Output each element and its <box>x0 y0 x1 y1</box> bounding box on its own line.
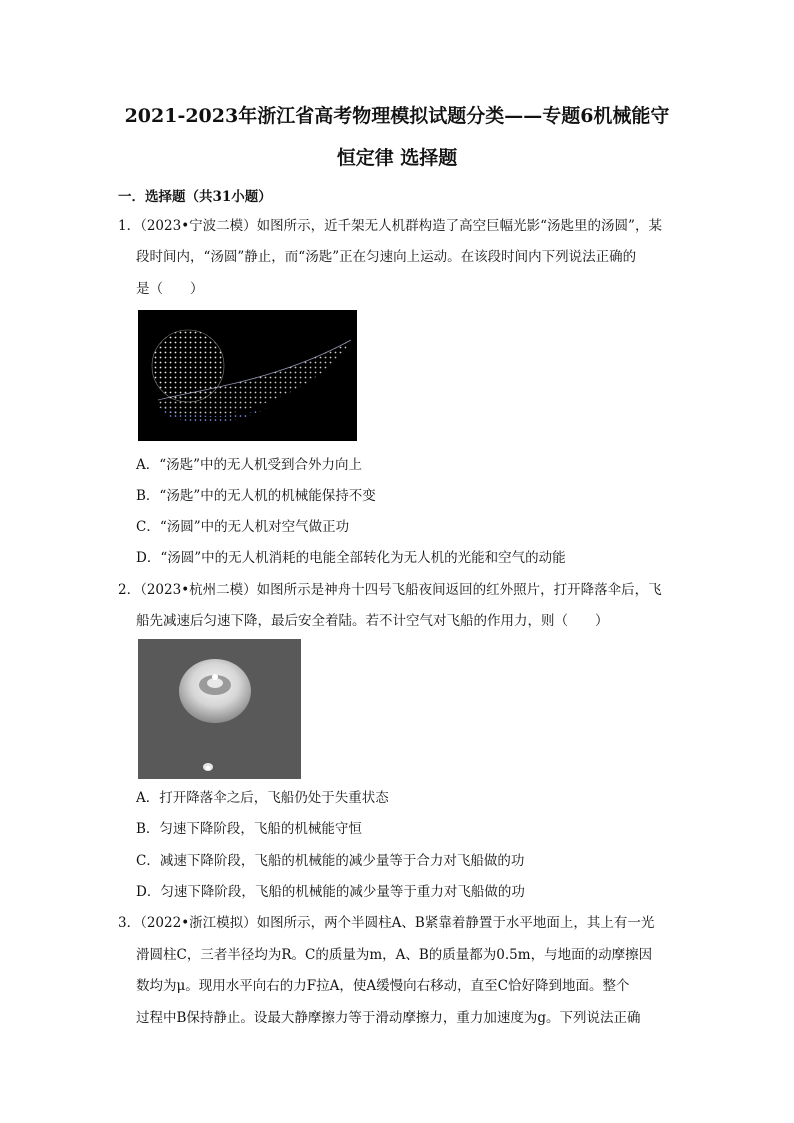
spacecraft-infrared-image <box>138 639 301 779</box>
q1-line-2: 段时间内，“汤圆”静止，而“汤匙”正在匀速向上运动。在该段时间内下列说法正确的 <box>136 249 637 265</box>
page-title-line-2: 恒定律 选择题 <box>336 147 458 169</box>
q1-option-a: A．“汤匙”中的无人机受到合外力向上 <box>136 457 363 473</box>
q2-option-d: D．匀速下降阶段，飞船的机械能的减少量等于重力对飞船做的功 <box>136 884 525 900</box>
q3-line-3: 数均为μ。现用水平向右的力F拉A，使A缓慢向右移动，直至C恰好降到地面。整个 <box>136 978 630 994</box>
q3-line-1: 3．（2022•浙江模拟）如图所示，两个半圆柱A、B紧靠着静置于水平地面上，其上有一光 <box>118 915 655 931</box>
q1-line-1: 1．（2023•宁波二模）如图所示，近千架无人机群构造了高空巨幅光影“汤匙里的汤圆”，某 <box>118 218 662 234</box>
q1-option-c: C．“汤圆”中的无人机对空气做正功 <box>136 519 350 535</box>
q3-line-4: 过程中B保持静止。设最大静摩擦力等于滑动摩擦力，重力加速度为g。下列说法正确 <box>136 1010 641 1026</box>
q3-line-2: 滑圆柱C，三者半径均为R。C的质量为m，A、B的质量都为0.5m，与地面的动摩擦因 <box>136 947 653 963</box>
q2-option-a: A．打开降落伞之后，飞船仍处于失重状态 <box>136 790 389 806</box>
q1-option-d: D．“汤圆”中的无人机消耗的电能全部转化为无人机的光能和空气的动能 <box>136 550 566 566</box>
q1-option-b: B．“汤匙”中的无人机的机械能保持不变 <box>136 488 376 504</box>
spacecraft-image-graphic <box>138 639 301 779</box>
q2-option-c: C．减速下降阶段，飞船的机械能的减少量等于合力对飞船做的功 <box>136 853 525 869</box>
section-heading: 一．选择题（共31小题） <box>118 189 272 205</box>
q1-line-3: 是（ ） <box>136 281 204 297</box>
drone-light-show-image <box>138 310 357 441</box>
q2-option-b: B．匀速下降阶段，飞船的机械能守恒 <box>136 821 362 837</box>
q2-line-2: 船先减速后匀速下降，最后安全着陆。若不计空气对飞船的作用力，则（ ） <box>136 613 609 629</box>
page-title-line-1: 2021-2023年浙江省高考物理模拟试题分类——专题6机械能守 <box>124 105 670 127</box>
q2-line-1: 2．（2023•杭州二模）如图所示是神舟十四号飞船夜间返回的红外照片，打开降落伞后，飞 <box>118 582 662 598</box>
drone-image-graphic <box>138 310 357 441</box>
